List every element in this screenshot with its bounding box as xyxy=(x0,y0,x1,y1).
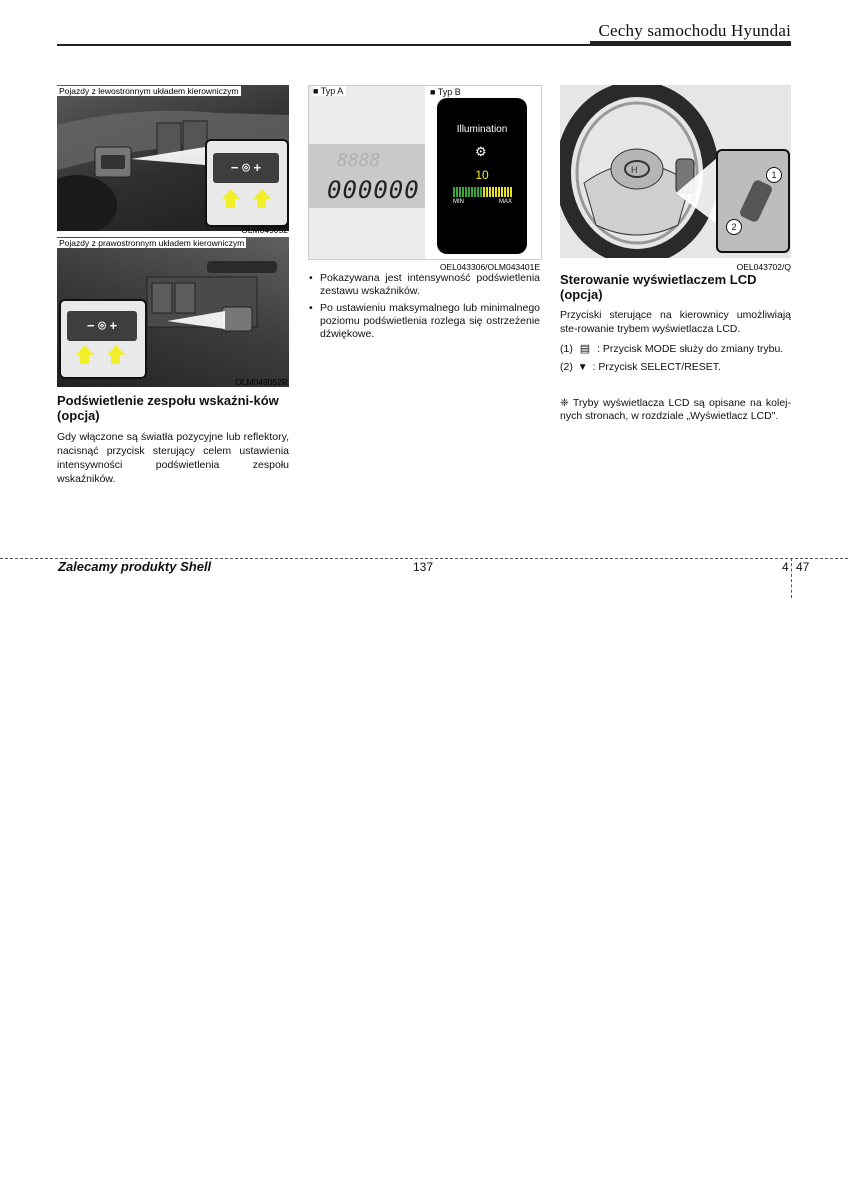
type-b-panel xyxy=(437,98,527,254)
gauge-min-label: MIN xyxy=(453,199,464,205)
gauge-segment xyxy=(507,187,509,197)
lcd-item-select xyxy=(560,360,791,375)
note-text: Tryby wyświetlacza LCD są opisane na kolej-nych stronach, w rozdziale „Wyświetlacz LCD". xyxy=(560,397,791,422)
svg-text:H: H xyxy=(631,165,638,175)
item-number: (1) xyxy=(560,343,573,355)
type-a-label: ■ Typ A xyxy=(313,86,346,96)
figure-rhd-code: OLM049052R xyxy=(235,377,288,387)
illumination-gauge xyxy=(453,187,513,197)
lcd-body: Przyciski sterujące na kierownicy umożliwiają ste-rowanie trybem wyświetlacza LCD. xyxy=(560,309,791,335)
mode-icon: ▤ xyxy=(579,343,591,355)
item-text: : Przycisk SELECT/RESET. xyxy=(592,361,721,373)
type-a-label-text: Typ A xyxy=(320,86,344,96)
gauge-segment xyxy=(480,187,482,197)
gauge-segment xyxy=(498,187,500,197)
footer-page-number: 47 xyxy=(796,560,810,574)
item-number: (2) xyxy=(560,361,573,373)
gauge-segment xyxy=(453,187,455,197)
gauge-segment xyxy=(462,187,464,197)
figure-rhd-photo xyxy=(57,237,289,387)
figure-rhd-caption: Pojazdy z prawostronnym układem kierowniczym xyxy=(59,238,245,248)
steering-figure-code: OEL043702/Q xyxy=(736,262,791,272)
gauge-segment xyxy=(486,187,488,197)
gauge-segment xyxy=(504,187,506,197)
gauge-segment xyxy=(492,187,494,197)
lcd-item-mode xyxy=(560,342,791,356)
gauge-segment xyxy=(483,187,485,197)
gauge-segment xyxy=(477,187,479,197)
type-b-label-text: Typ B xyxy=(437,87,461,97)
lcd-top-digits: 8888 xyxy=(337,150,381,171)
cluster-figure-code: OEL043306/OLM043401E xyxy=(439,262,540,272)
gauge-segment xyxy=(459,187,461,197)
lcd-odometer: 000000 xyxy=(327,176,420,204)
illumination-icon: ⚙ xyxy=(475,144,487,159)
type-a-panel xyxy=(309,86,425,259)
gauge-max-label: MAX xyxy=(499,199,513,205)
note-symbol: ❈ xyxy=(560,397,569,409)
illumination-body: Gdy włączone są światła pozycyjne lub reflektory, nacisnąć przycisk sterujący celem ustawienia intensywności podświetlenia zespołu wskaźników. xyxy=(57,431,289,485)
gauge-segment xyxy=(468,187,470,197)
figure-lhd-caption: Pojazdy z lewostronnym układem kierowniczym xyxy=(59,86,239,96)
running-header: Cechy samochodu Hyundai xyxy=(598,21,791,40)
gauge-segment xyxy=(465,187,467,197)
button-panel: − ⌾ + xyxy=(213,153,279,183)
heading-text: Podświetlenie zespołu wskaźni-ków (opcja) xyxy=(57,393,279,423)
button-inset-lhd xyxy=(205,139,289,227)
footer-section-number: 4 xyxy=(782,560,789,574)
control-switch xyxy=(738,179,773,224)
arrow-plus-icon xyxy=(253,189,271,208)
illumination-value: 10 xyxy=(475,168,489,182)
steering-wheel-figure xyxy=(560,85,791,258)
item-text: : Przycisk MODE służy do zmiany trybu. xyxy=(597,343,784,355)
gauge-segment xyxy=(456,187,458,197)
select-down-icon: ▼ xyxy=(577,362,588,373)
button-panel: − ⌾ + xyxy=(67,311,137,341)
section-heading-lcd xyxy=(560,272,791,302)
illumination-title: Illumination xyxy=(456,124,508,135)
arrow-plus-icon xyxy=(107,345,125,364)
footer-page-divider xyxy=(791,558,792,598)
type-b-label: ■ Typ B xyxy=(430,87,464,97)
cluster-figure xyxy=(308,85,542,260)
heading-text: Sterowanie wyświetlaczem LCD (opcja) xyxy=(560,272,757,302)
bullet-item: • Pokazywana jest intensywność podświetlenia zestawu wskaźników. xyxy=(320,272,540,298)
lcd-note xyxy=(560,397,791,423)
callout-2: 2 xyxy=(726,219,742,235)
header-rule-accent xyxy=(590,41,791,46)
footer-sheet-number: 137 xyxy=(413,560,434,574)
gauge-segment xyxy=(495,187,497,197)
section-heading-illumination xyxy=(57,393,289,423)
gauge-segment xyxy=(471,187,473,197)
callout-1: 1 xyxy=(766,167,782,183)
gauge-segment xyxy=(501,187,503,197)
footer-brand-text: Zalecamy produkty Shell xyxy=(58,559,212,574)
illumination-bullets xyxy=(308,272,540,345)
control-inset xyxy=(716,149,790,253)
gauge-segment xyxy=(489,187,491,197)
gauge-segment xyxy=(510,187,512,197)
gauge-segment xyxy=(474,187,476,197)
arrow-minus-icon xyxy=(222,189,240,208)
lcd-display xyxy=(309,144,425,208)
figure-lhd-code: OLM049052 xyxy=(241,225,288,235)
figure-lhd-photo xyxy=(57,85,289,231)
bullet-item: • Po ustawieniu maksymalnego lub minimalnego poziomu podświetlenia rozlega się ostrzeżenie dźwiękowe. xyxy=(320,302,540,341)
button-inset-rhd xyxy=(59,299,147,379)
arrow-minus-icon xyxy=(76,345,94,364)
